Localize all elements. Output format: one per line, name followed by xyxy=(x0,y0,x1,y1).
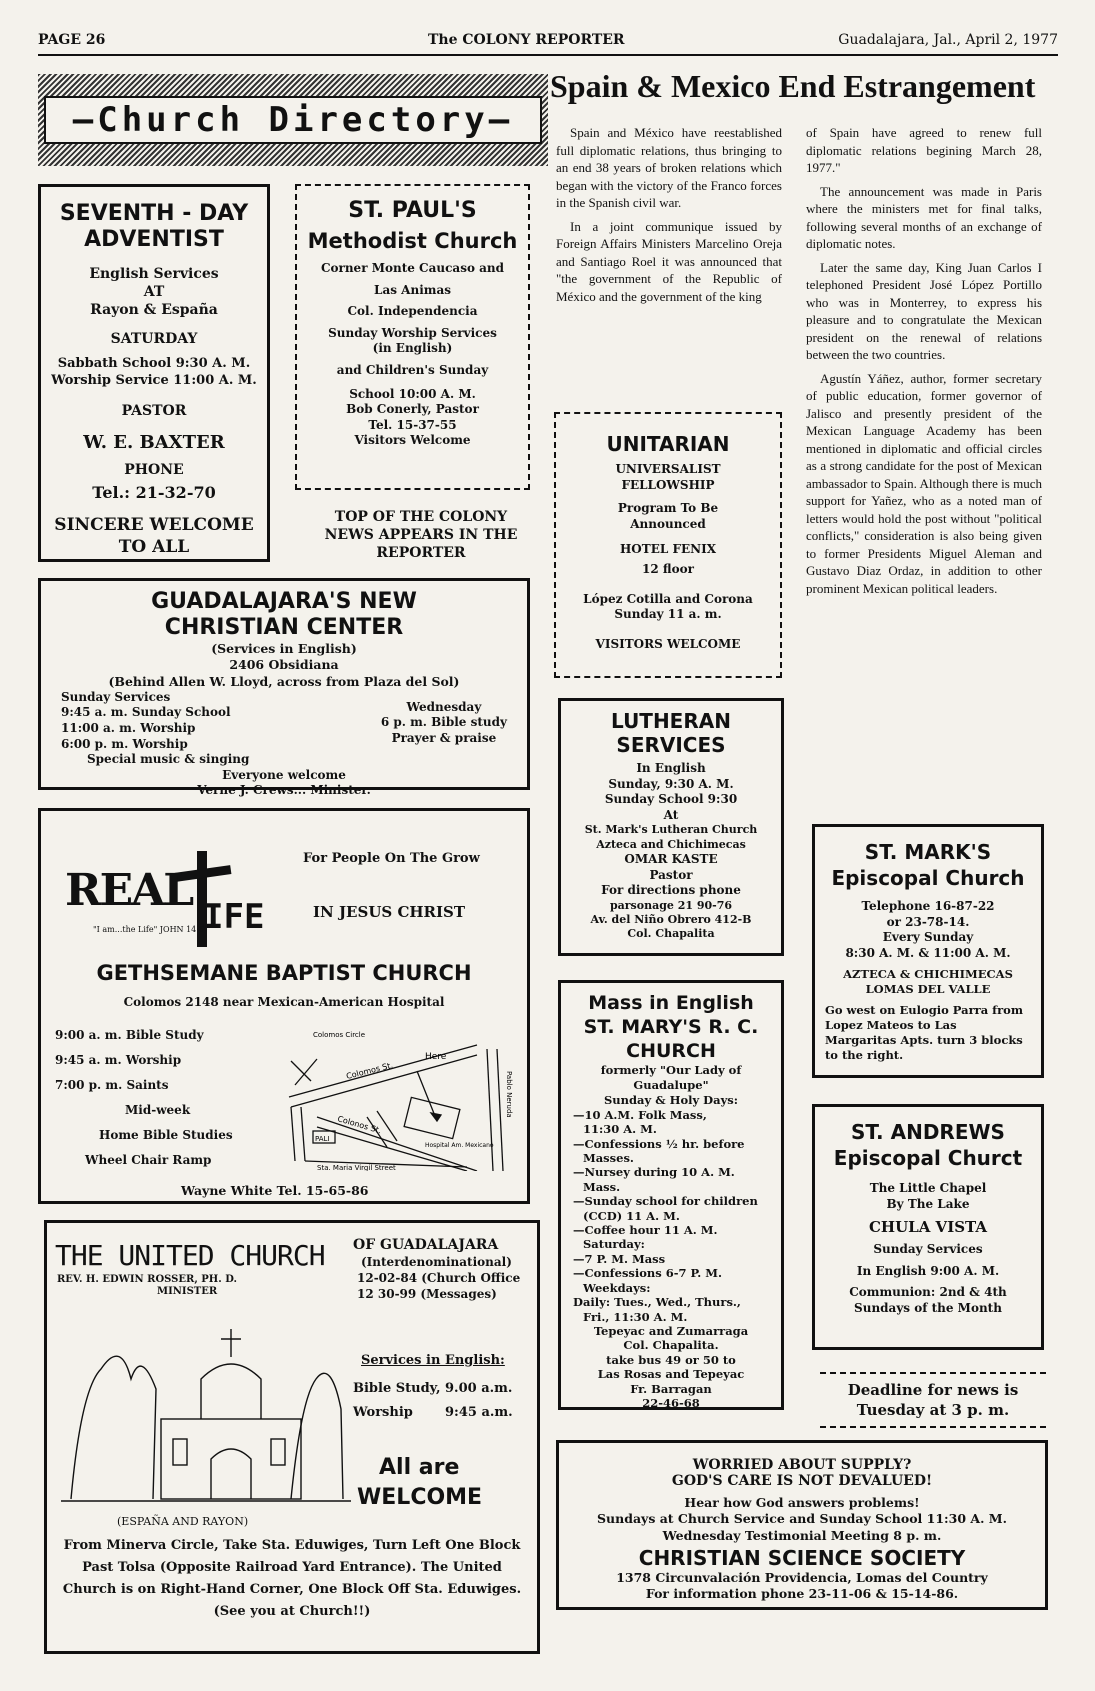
unitarian-line: HOTEL FENIX xyxy=(619,542,717,557)
lutheran-line: Col. Chapalita xyxy=(627,927,715,941)
st-pauls-name: ST. PAUL'S xyxy=(348,198,477,223)
st-marys-title: CHURCH xyxy=(626,1040,716,1062)
schedule-line: Home Bible Studies xyxy=(99,1128,233,1142)
gethsemane-address: Colomos 2148 near Mexican-American Hospital xyxy=(123,995,445,1009)
st-marys-line: Tepeyac and Zumarraga xyxy=(593,1323,749,1338)
church-building-illustration xyxy=(61,1309,351,1509)
st-andrews-line: Communion: 2nd & 4th xyxy=(849,1285,1007,1300)
adventist-line: Rayon & España xyxy=(90,302,218,319)
lutheran-name: SERVICES xyxy=(616,733,726,757)
st-marks-name: ST. MARK'S xyxy=(864,840,992,864)
lutheran-line: Sunday School 9:30 xyxy=(604,792,738,807)
schedule-line: 9:45 a. m. Worship xyxy=(55,1053,182,1067)
st-marys-line: take bus 49 or 50 to xyxy=(606,1352,736,1367)
article-paragraph: of Spain have agreed to renew full diplomatic relations begining March 28, 1977." xyxy=(806,125,1042,175)
st-marys-line: Fr. Barragan xyxy=(630,1381,712,1396)
schedule-line: 7:00 p. m. Saints xyxy=(55,1078,169,1092)
st-pauls-line: (in English) xyxy=(372,341,453,356)
page-header xyxy=(38,32,1058,56)
lutheran-line: Pastor xyxy=(649,867,693,882)
lutheran-line: Sunday, 9:30 A. M. xyxy=(608,776,734,791)
st-marys-title: Mass in English xyxy=(588,992,754,1014)
map-label: Colonos St. xyxy=(336,1114,383,1136)
article-paragraph: Spain and México have reestablished full diplomatic relations, thus bringing to an end 38 years of broken relations which began with the victory of the Franco forces in the Spanish civil war. xyxy=(556,125,782,210)
christian-center-line: (Behind Allen W. Lloyd, across from Plaza del Sol) xyxy=(108,673,460,689)
st-andrews-name: ST. ANDREWS xyxy=(851,1120,1005,1144)
st-marks-line: or 23-78-14. xyxy=(886,914,970,929)
gethsemane-contact: Wayne White Tel. 15-65-86 xyxy=(181,1183,369,1198)
illustration-caption: (ESPAÑA AND RAYON) xyxy=(117,1515,249,1528)
st-pauls-line: Corner Monte Caucaso and xyxy=(320,261,505,275)
tagline-2: IN JESUS CHRIST xyxy=(313,903,466,921)
christian-center-line: Everyone welcome xyxy=(222,767,346,782)
logo-text-life: IFE xyxy=(203,897,265,937)
st-pauls-line: Visitors Welcome xyxy=(354,433,471,448)
st-andrews-line: CHULA VISTA xyxy=(868,1218,988,1237)
christian-center-line: 6 p. m. Bible study xyxy=(380,715,507,730)
unitarian-line: Program To Be xyxy=(617,501,719,516)
st-pauls-line: Sunday Worship Services xyxy=(328,325,497,340)
article-paragraph: Later the same day, King Juan Carlos I telephoned President José López Portillo who was in Monterrey, to express his pleasure and to congratulate the Mexican president on the renewal of relations between the two countries. xyxy=(806,259,1042,362)
article-column-2 xyxy=(806,124,1042,603)
pastor-name: W. E. BAXTER xyxy=(83,431,225,453)
lutheran-line: In English xyxy=(636,761,706,775)
minister-label: MINISTER xyxy=(157,1286,218,1297)
phone-number: Tel.: 21-32-70 xyxy=(92,482,216,502)
christian-center-line: Sunday Services xyxy=(61,689,171,704)
st-marks-line: 8:30 A. M. & 11:00 A. M. xyxy=(845,945,1011,960)
st-marys-line: Guadalupe" xyxy=(633,1077,709,1092)
united-church-name: THE UNITED CHURCH xyxy=(55,1239,325,1272)
st-andrews-line: By The Lake xyxy=(886,1196,970,1211)
adventist-line: English Services xyxy=(89,266,219,282)
united-church-phone: 12-02-84 (Church Office xyxy=(357,1271,521,1285)
st-pauls-ad xyxy=(295,184,530,490)
st-marks-line: LOMAS DEL VALLE xyxy=(865,982,991,997)
unitarian-ad xyxy=(554,412,782,678)
st-marys-line: (CCD) 11 A. M. xyxy=(583,1208,680,1223)
christian-science-ad xyxy=(556,1440,1048,1610)
lutheran-line: Av. del Niño Obrero 412-B xyxy=(590,913,752,927)
united-church-phone: 12 30-99 (Messages) xyxy=(357,1287,497,1301)
welcome-text: SINCERE WELCOME TO ALL xyxy=(54,514,254,557)
logo-text-real: REAL xyxy=(65,865,193,916)
st-marys-line: 11:30 A. M. xyxy=(583,1122,657,1137)
st-marys-line: —Confessions 6-7 P. M. xyxy=(573,1266,723,1281)
christian-center-line: Prayer & praise xyxy=(391,730,497,745)
christian-center-line: Verne J. Crews... Minister. xyxy=(197,783,371,798)
st-marys-line: Weekdays: xyxy=(583,1280,651,1295)
map-label: PALI xyxy=(315,1135,330,1143)
lutheran-line: For directions phone xyxy=(601,883,741,898)
newspaper-name: The COLONY REPORTER xyxy=(428,32,625,48)
st-marys-line: formerly "Our Lady of xyxy=(600,1063,742,1077)
adventist-line: AT xyxy=(143,284,165,301)
st-andrews-sub: Episcopal Churct xyxy=(833,1146,1023,1170)
unitarian-line: Sunday 11 a. m. xyxy=(614,607,722,622)
christian-science-name: CHRISTIAN SCIENCE SOCIETY xyxy=(638,1545,966,1570)
st-marys-line: —Sunday school for children xyxy=(573,1194,758,1209)
st-marys-line: 22-46-68 xyxy=(642,1395,700,1410)
pastor-label: PASTOR xyxy=(121,402,187,419)
lutheran-line: OMAR KASTE xyxy=(624,851,718,866)
st-andrews-line: Sunday Services xyxy=(873,1242,983,1257)
st-andrews-ad xyxy=(812,1104,1044,1350)
christian-science-line: 1378 Circunvalación Providencia, Lomas del Country xyxy=(616,1569,988,1585)
christian-center-line: 6:00 p. m. Worship xyxy=(61,736,188,751)
christian-center-title: GUADALAJARA'S NEW xyxy=(151,589,417,614)
lutheran-line: Azteca and Chichimecas xyxy=(596,837,746,851)
st-pauls-sub: Methodist Church xyxy=(307,229,518,253)
christian-center-line: (Services in English) xyxy=(211,641,357,656)
st-pauls-line: Bob Conerly, Pastor xyxy=(346,402,479,417)
schedule-line: Mid-week xyxy=(125,1103,191,1117)
church-directory-title: —Church Directory— xyxy=(44,96,542,144)
st-andrews-line: In English 9:00 A. M. xyxy=(856,1263,1000,1278)
st-marys-line: —Confessions ½ hr. before xyxy=(573,1136,745,1151)
gethsemane-ad xyxy=(38,808,530,1204)
logo-caption: "I am...the Life" JOHN 14:6 xyxy=(93,925,205,934)
st-andrews-line: The Little Chapel xyxy=(869,1181,987,1195)
st-marys-line: Mass. xyxy=(583,1179,621,1194)
united-church-of: OF GUADALAJARA xyxy=(353,1237,499,1253)
st-marks-directions: Go west on Eulogio Parra from Lopez Mateos to Las Margaritas Apts. turn 3 blocks to the right. xyxy=(825,1003,1023,1063)
christian-center-line: Special music & singing xyxy=(87,752,250,767)
st-marys-line: Saturday: xyxy=(583,1237,645,1252)
st-marys-line: —Nursey during 10 A. M. xyxy=(573,1165,735,1180)
christian-center-line: 11:00 a. m. Worship xyxy=(61,720,196,735)
st-marks-line: Every Sunday xyxy=(882,930,974,945)
directions-text: From Minerva Circle, Take Sta. Eduwiges, Turn Left One Block Past Tolsa (Opposite Railroad Yard Entrance). The United Church is on Right-Hand Corner, One Block Off Sta. Eduwiges. (See you at Church!!) xyxy=(62,1538,522,1619)
st-marys-title: ST. MARY'S R. C. xyxy=(583,1016,759,1038)
map-label: Sta. Maria Virgil Street xyxy=(317,1164,396,1171)
page-number: PAGE 26 xyxy=(38,32,106,48)
st-marys-line: —Coffee hour 11 A. M. xyxy=(573,1223,718,1238)
map-label: Colomos Circle xyxy=(313,1031,366,1039)
dateline: Guadalajara, Jal., April 2, 1977 xyxy=(838,32,1058,48)
lutheran-line: parsonage 21 90-76 xyxy=(609,898,733,912)
christian-science-line: For information phone 23-11-06 & 15-14-86. xyxy=(645,1586,959,1601)
st-pauls-line: Tel. 15-37-55 xyxy=(368,417,457,432)
unitarian-line: 12 floor xyxy=(642,561,694,576)
st-marys-line: —10 A.M. Folk Mass, xyxy=(573,1107,707,1122)
st-marks-sub: Episcopal Church xyxy=(831,866,1025,890)
article-paragraph: The announcement was made in Paris where the ministers met for final talks, following several months of an exchange of diplomatic notes. xyxy=(806,183,1042,251)
lutheran-name: LUTHERAN xyxy=(611,709,731,733)
adventist-name: SEVENTH - DAY ADVENTIST xyxy=(59,201,249,252)
united-church-ad xyxy=(44,1220,540,1654)
st-marks-line: AZTECA & CHICHIMECAS xyxy=(843,967,1013,982)
christian-science-line: GOD'S CARE IS NOT DEVALUED! xyxy=(671,1473,933,1489)
christian-science-line: Sundays at Church Service and Sunday School 11:30 A. M. xyxy=(597,1511,1007,1527)
christian-center-line: 9:45 a. m. Sunday School xyxy=(61,705,231,720)
st-marys-line: —7 P. M. Mass xyxy=(573,1251,666,1266)
united-church-line: (Interdenominational) xyxy=(361,1255,512,1269)
all-are-text: All are xyxy=(379,1455,460,1480)
st-marks-line: Telephone 16-87-22 xyxy=(861,899,995,913)
st-andrews-line: Sundays of the Month xyxy=(854,1300,1002,1315)
minister-name: REV. H. EDWIN ROSSER, PH. D. xyxy=(57,1274,238,1285)
st-pauls-line: Col. Independencia xyxy=(347,304,478,319)
map-label: Here xyxy=(425,1052,447,1062)
adventist-ad xyxy=(38,184,270,562)
unitarian-name: UNITARIAN xyxy=(606,432,730,456)
christian-science-line: Hear how God answers problems! xyxy=(684,1495,920,1510)
unitarian-line: VISITORS WELCOME xyxy=(595,636,741,651)
christian-center-ad xyxy=(38,578,530,798)
christian-center-title: CHRISTIAN CENTER xyxy=(164,615,404,640)
worship-label: Worship xyxy=(353,1405,413,1420)
lutheran-line: St. Mark's Lutheran Church xyxy=(584,823,758,837)
christian-science-line: Wednesday Testimonial Meeting 8 p. m. xyxy=(662,1527,942,1543)
christian-science-line: WORRIED ABOUT SUPPLY? xyxy=(692,1457,912,1473)
st-pauls-line: and Children's Sunday xyxy=(336,362,489,377)
lutheran-ad xyxy=(558,698,784,956)
st-marys-line: Sunday & Holy Days: xyxy=(603,1092,738,1107)
st-marys-line: Daily: Tues., Wed., Thurs., xyxy=(573,1295,741,1310)
map-label: Hospital Am. Mexicano xyxy=(425,1142,494,1149)
st-marys-line: Fri., 11:30 A. M. xyxy=(583,1309,688,1324)
unitarian-line: López Cotilla and Corona xyxy=(583,591,753,606)
tagline-1: For People On The Grow xyxy=(303,851,480,866)
phone-label: PHONE xyxy=(124,461,184,478)
church-directory-banner xyxy=(38,74,548,166)
welcome-text: WELCOME xyxy=(357,1485,483,1510)
gethsemane-name: GETHSEMANE BAPTIST CHURCH xyxy=(96,961,472,985)
top-news-notice: TOP OF THE COLONY NEWS APPEARS IN THE REPORTER xyxy=(324,509,518,561)
adventist-day: SATURDAY xyxy=(110,330,198,347)
article-paragraph: In a joint communique issued by Foreign Affairs Ministers Marcelino Oreja and Santiago Roel it was announced that "the government of the Republic of México and the government of the king xyxy=(556,218,782,304)
st-marys-line: Masses. xyxy=(583,1151,634,1166)
unitarian-line: UNIVERSALIST xyxy=(615,462,721,476)
bible-study-label: Bible Study, xyxy=(353,1381,441,1396)
map-label: Pablo Neruda xyxy=(505,1071,513,1118)
unitarian-line: FELLOWSHIP xyxy=(621,477,715,492)
adventist-line: Sabbath School 9:30 A. M. xyxy=(57,355,251,371)
st-marks-ad xyxy=(812,824,1044,1078)
article-column-1 xyxy=(556,124,782,311)
st-pauls-line: School 10:00 A. M. xyxy=(349,386,476,401)
bible-study-time: 9.00 a.m. xyxy=(445,1381,513,1396)
christian-center-line: Wednesday xyxy=(406,699,482,714)
lutheran-line: At xyxy=(663,807,679,822)
st-pauls-line: Las Animas xyxy=(374,282,451,297)
map-label: Colomos St. xyxy=(345,1060,394,1081)
st-marys-line: Col. Chapalita. xyxy=(623,1338,719,1353)
christian-center-line: 2406 Obsidiana xyxy=(229,657,339,673)
schedule-line: Wheel Chair Ramp xyxy=(85,1153,212,1167)
article-headline: Spain & Mexico End Estrangement xyxy=(550,68,1036,104)
worship-time: 9:45 a.m. xyxy=(445,1405,513,1420)
schedule-line: 9:00 a. m. Bible Study xyxy=(55,1028,204,1042)
services-label: Services in English: xyxy=(361,1353,505,1368)
unitarian-line: Announced xyxy=(630,516,706,531)
article-paragraph: Agustín Yáñez, author, former secretary of public education, former governor of Jalisco and presently president of the Mexican Language Academy has been mentioned in diplomatic and official circles as a strong candidate for the post of Mexican ambassador to Spain. Although there is much support for Yañez, who as a noted man of letters would hold the post without "political conflicts," consideration is also being given to former Presidents Miguel Aleman and Gustavo Diaz Ordaz, in addition to other prominent Mexican political leaders. xyxy=(806,370,1042,596)
deadline-notice: Deadline for news is Tuesday at 3 p. m. xyxy=(820,1372,1046,1428)
adventist-line: Worship Service 11:00 A. M. xyxy=(51,372,257,388)
st-marys-ad xyxy=(558,980,784,1410)
location-map xyxy=(277,1021,513,1171)
st-marys-line: Las Rosas and Tepeyac xyxy=(597,1367,745,1382)
real-life-logo xyxy=(65,843,275,953)
